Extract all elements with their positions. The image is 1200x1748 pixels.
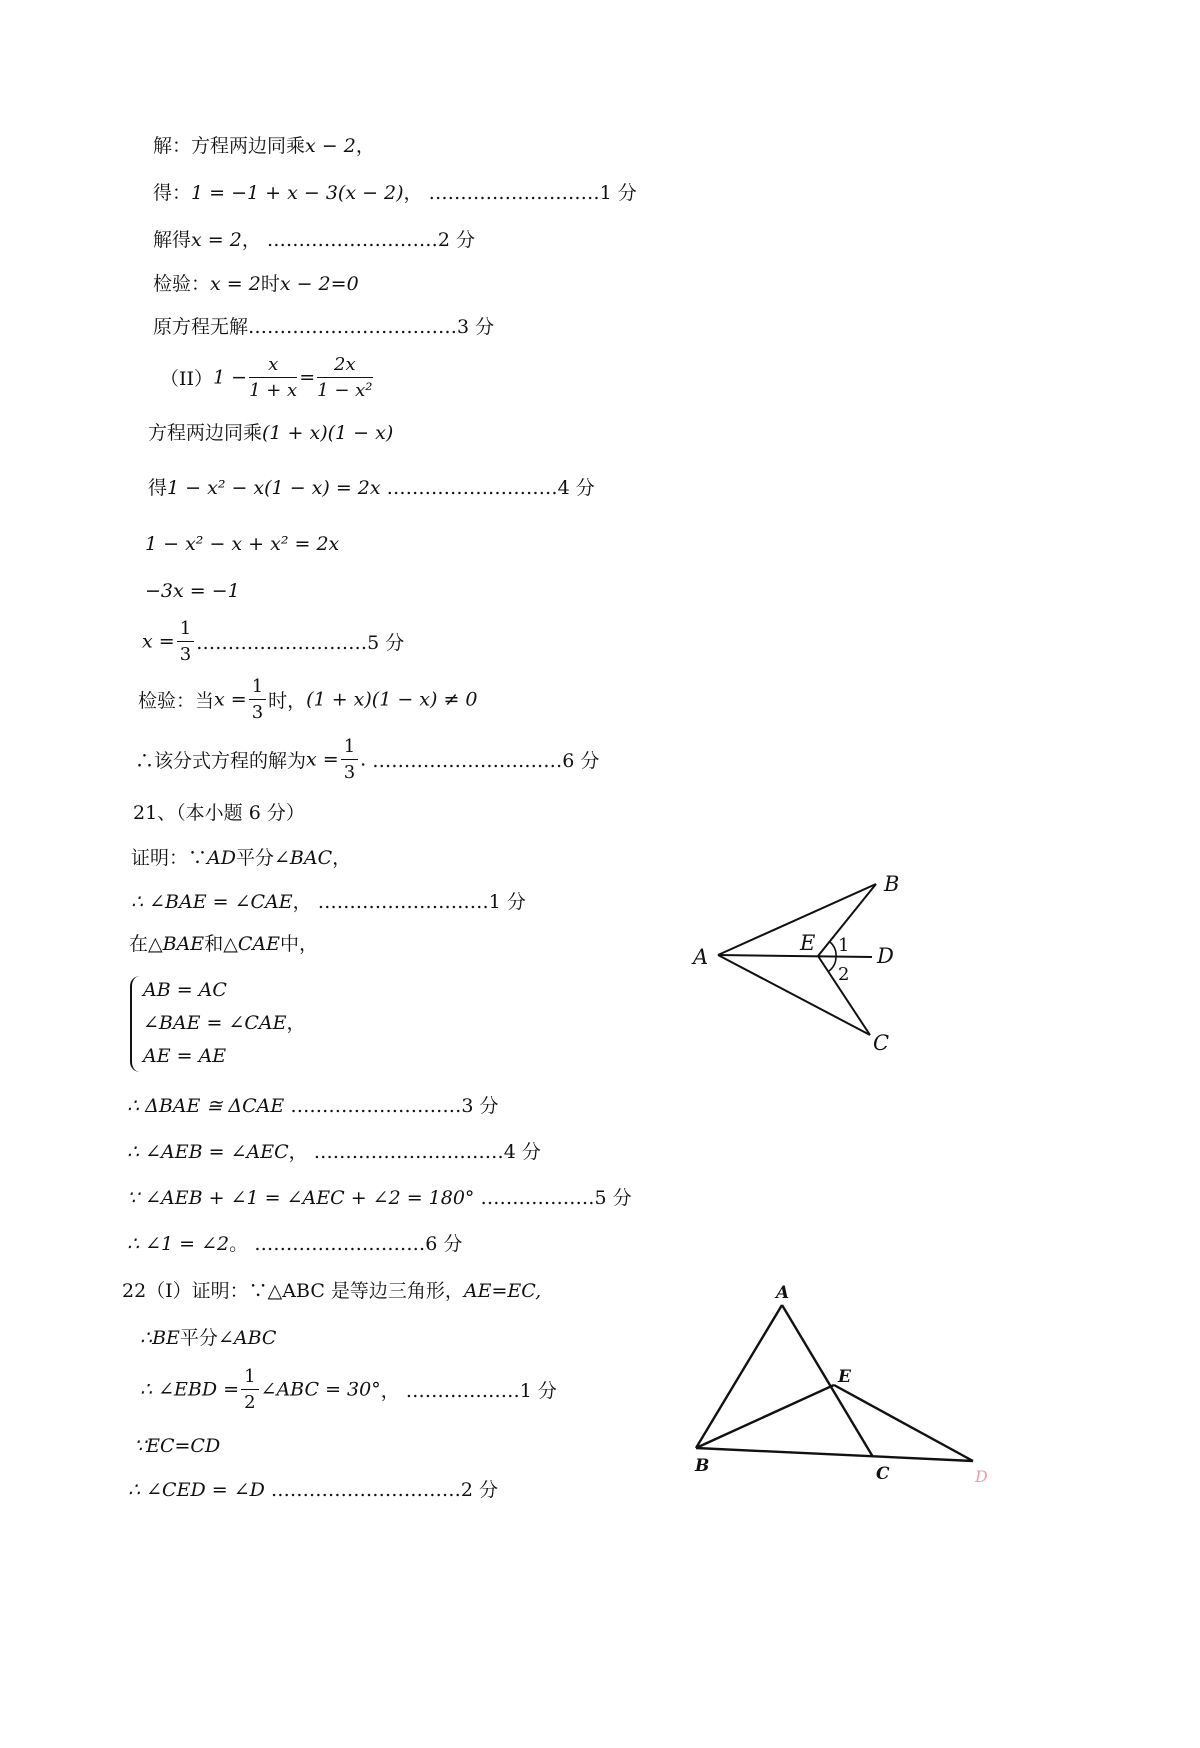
math: x =: [142, 630, 175, 653]
math: 1 −: [213, 366, 248, 389]
numerator: 1: [341, 736, 358, 760]
math: x − 2: [305, 135, 356, 157]
score-dots: ………………………1 分: [317, 891, 526, 913]
q21-system-row-2: [143, 1014, 306, 1033]
score-dots: …………………………2 分: [270, 1479, 499, 1501]
q20-line-8: [148, 479, 595, 498]
math: (1 + x)(1 − x) ≠ 0: [306, 688, 478, 711]
fraction: [249, 676, 266, 723]
score-dots: ………………………3 分: [290, 1095, 499, 1117]
label-e: E: [800, 931, 816, 955]
math: ∴ ∠CED = ∠D: [128, 1479, 265, 1501]
text: .: [360, 748, 367, 771]
numerator: 1: [249, 676, 266, 700]
denominator: 2: [244, 1392, 256, 1413]
score-dots: ………………5 分: [480, 1187, 632, 1209]
text: 。: [229, 1233, 249, 1255]
score-dots: ……………………………3 分: [248, 316, 495, 338]
segment-be: [696, 1385, 834, 1448]
text: 原方程无解: [153, 316, 249, 338]
text: 检验：: [153, 273, 211, 295]
q21-line-7: [127, 1235, 462, 1254]
text: 22（I）证明：∵△ABC 是等边三角形，: [122, 1280, 464, 1302]
math: x = 2: [210, 273, 261, 295]
numerator: x: [249, 354, 297, 378]
label-e: E: [838, 1367, 851, 1387]
label-c: C: [873, 1031, 890, 1055]
q20-line-13: [135, 736, 599, 783]
segment-ac: [782, 1305, 873, 1457]
q20-line-11: [142, 618, 404, 665]
q21-figure: [680, 860, 920, 1060]
math: ∴ ∠AEB = ∠AEC: [127, 1141, 289, 1163]
math: ∠ABC: [217, 1327, 277, 1349]
q22-line-1: [122, 1282, 541, 1301]
label-a: A: [693, 945, 709, 969]
q22-line-4: ∵EC=CD: [134, 1435, 221, 1457]
denominator: 1 − x²: [317, 380, 373, 401]
score-dots: ………………………4 分: [386, 477, 595, 499]
angle-2-arc: [829, 957, 836, 971]
text: 时: [260, 273, 280, 295]
q21-line-5: [127, 1143, 541, 1162]
label-angle-2: 2: [838, 964, 850, 985]
text: 平分: [179, 1327, 218, 1349]
fraction: [341, 736, 358, 783]
text: 方程两边同乘: [148, 422, 263, 444]
math: ∴ ∠EBD =: [140, 1378, 240, 1401]
text: 解：方程两边同乘: [153, 135, 306, 157]
text: ，: [241, 229, 261, 251]
text: 证明：∵: [131, 847, 208, 869]
q21-line-4: [127, 1097, 498, 1116]
label-d: D: [877, 944, 894, 968]
segment-ab: [718, 884, 876, 955]
denominator: 1 + x: [249, 380, 298, 401]
q20-line-3: [153, 231, 475, 250]
text: 中，: [279, 933, 318, 955]
math: △CAE: [223, 933, 280, 955]
system-brace: [130, 976, 142, 1072]
q20-line-7: [148, 424, 393, 443]
q20-line-12: [138, 676, 478, 723]
q20-line-9: [145, 535, 339, 554]
fraction: [249, 354, 297, 401]
score-dots: ………………………5 分: [196, 632, 405, 654]
score-dots: ………………………6 分: [254, 1233, 463, 1255]
math: x =: [214, 688, 247, 711]
math: 1 = −1 + x − 3(x − 2): [191, 182, 404, 204]
q22-line-2: [140, 1329, 276, 1348]
math: x = 2: [191, 229, 242, 251]
q22-line-3: [140, 1366, 557, 1413]
math: ∴ ∠1 = ∠2: [127, 1233, 230, 1255]
text: 在: [129, 933, 149, 955]
text: ，: [292, 891, 312, 913]
q20-line-1: [153, 137, 375, 156]
text: ∴该分式方程的解为: [135, 750, 307, 772]
score-dots: ………………………1 分: [428, 182, 637, 204]
score-dots: …………………………6 分: [372, 750, 600, 772]
segment-ab: [696, 1305, 782, 1448]
fraction: [241, 1366, 258, 1413]
text: 检验：当: [138, 690, 215, 712]
math: 1 − x² − x(1 − x) = 2x: [167, 477, 381, 499]
text: ，: [380, 1380, 400, 1402]
math: ∴ ΔBAE ≅ ΔCAE: [127, 1095, 285, 1117]
equals: =: [299, 366, 316, 389]
math: ∠ABC = 30°: [260, 1378, 381, 1401]
score-dots: …………………………4 分: [313, 1141, 541, 1163]
numerator: 1: [177, 618, 194, 642]
denominator: 3: [343, 762, 356, 783]
math: x − 2=0: [279, 273, 359, 295]
q22-line-5: [128, 1481, 498, 1500]
math: ∠BAC: [274, 847, 333, 869]
numerator: 1: [241, 1366, 258, 1390]
q21-title: 21、（本小题 6 分）: [133, 802, 305, 824]
math: −3x = −1: [145, 580, 240, 602]
math: ∠BAE = ∠CAE: [143, 1012, 287, 1034]
q20-line-10: [145, 582, 240, 601]
text: 得: [148, 477, 168, 499]
q22-figure: [680, 1270, 1000, 1490]
text: ，: [288, 1141, 308, 1163]
score-dots: ………………1 分: [405, 1380, 557, 1402]
q21-line-2: [131, 893, 526, 912]
q21-system-row-1: AB = AC: [143, 979, 227, 1001]
q20-line-4: [153, 275, 359, 294]
score-dots: ………………………2 分: [266, 229, 476, 251]
angle-1-arc: [830, 942, 836, 957]
math: AE=EC,: [463, 1280, 542, 1302]
text: 解得: [153, 229, 192, 251]
q21-line-6: [127, 1189, 632, 1208]
math: ∴ ∠BAE = ∠CAE: [131, 891, 293, 913]
denominator: 3: [179, 644, 192, 665]
text: 和: [204, 933, 224, 955]
text: ，: [403, 182, 423, 204]
q20-line-2: [153, 184, 637, 203]
label-b: B: [884, 872, 900, 896]
fraction: [177, 618, 194, 665]
q21-system-row-3: AE = AE: [143, 1045, 227, 1067]
math: (1 + x)(1 − x): [262, 422, 394, 444]
math: ∵ ∠AEB + ∠1 = ∠AEC + ∠2 = 180°: [127, 1187, 475, 1209]
text: ，: [355, 135, 375, 157]
denominator: 3: [251, 702, 264, 723]
segment-ed: [834, 1385, 973, 1461]
text: 得：: [153, 182, 192, 204]
q20-part-2-equation: [160, 354, 375, 401]
math: 1 − x² − x + x² = 2x: [145, 533, 340, 555]
part-label: （II）: [160, 368, 214, 390]
math: AD: [207, 847, 236, 869]
label-b: B: [695, 1456, 710, 1476]
label-a: A: [776, 1283, 790, 1303]
label-d: D: [975, 1467, 988, 1486]
segment-bd: [696, 1448, 973, 1461]
text: ，: [286, 1012, 306, 1034]
label-c: C: [876, 1464, 890, 1484]
text: 平分: [235, 847, 274, 869]
label-angle-1: 1: [838, 935, 850, 956]
fraction: [317, 354, 372, 401]
math: △BAE: [148, 933, 205, 955]
q20-line-5: [153, 318, 494, 337]
q21-line-3: [129, 935, 318, 954]
q21-line-1: [131, 849, 351, 868]
math: ∴BE: [140, 1327, 180, 1349]
numerator: 2x: [317, 354, 372, 378]
text: 时，: [268, 690, 307, 712]
text: ，: [332, 847, 352, 869]
math: x =: [306, 748, 339, 771]
